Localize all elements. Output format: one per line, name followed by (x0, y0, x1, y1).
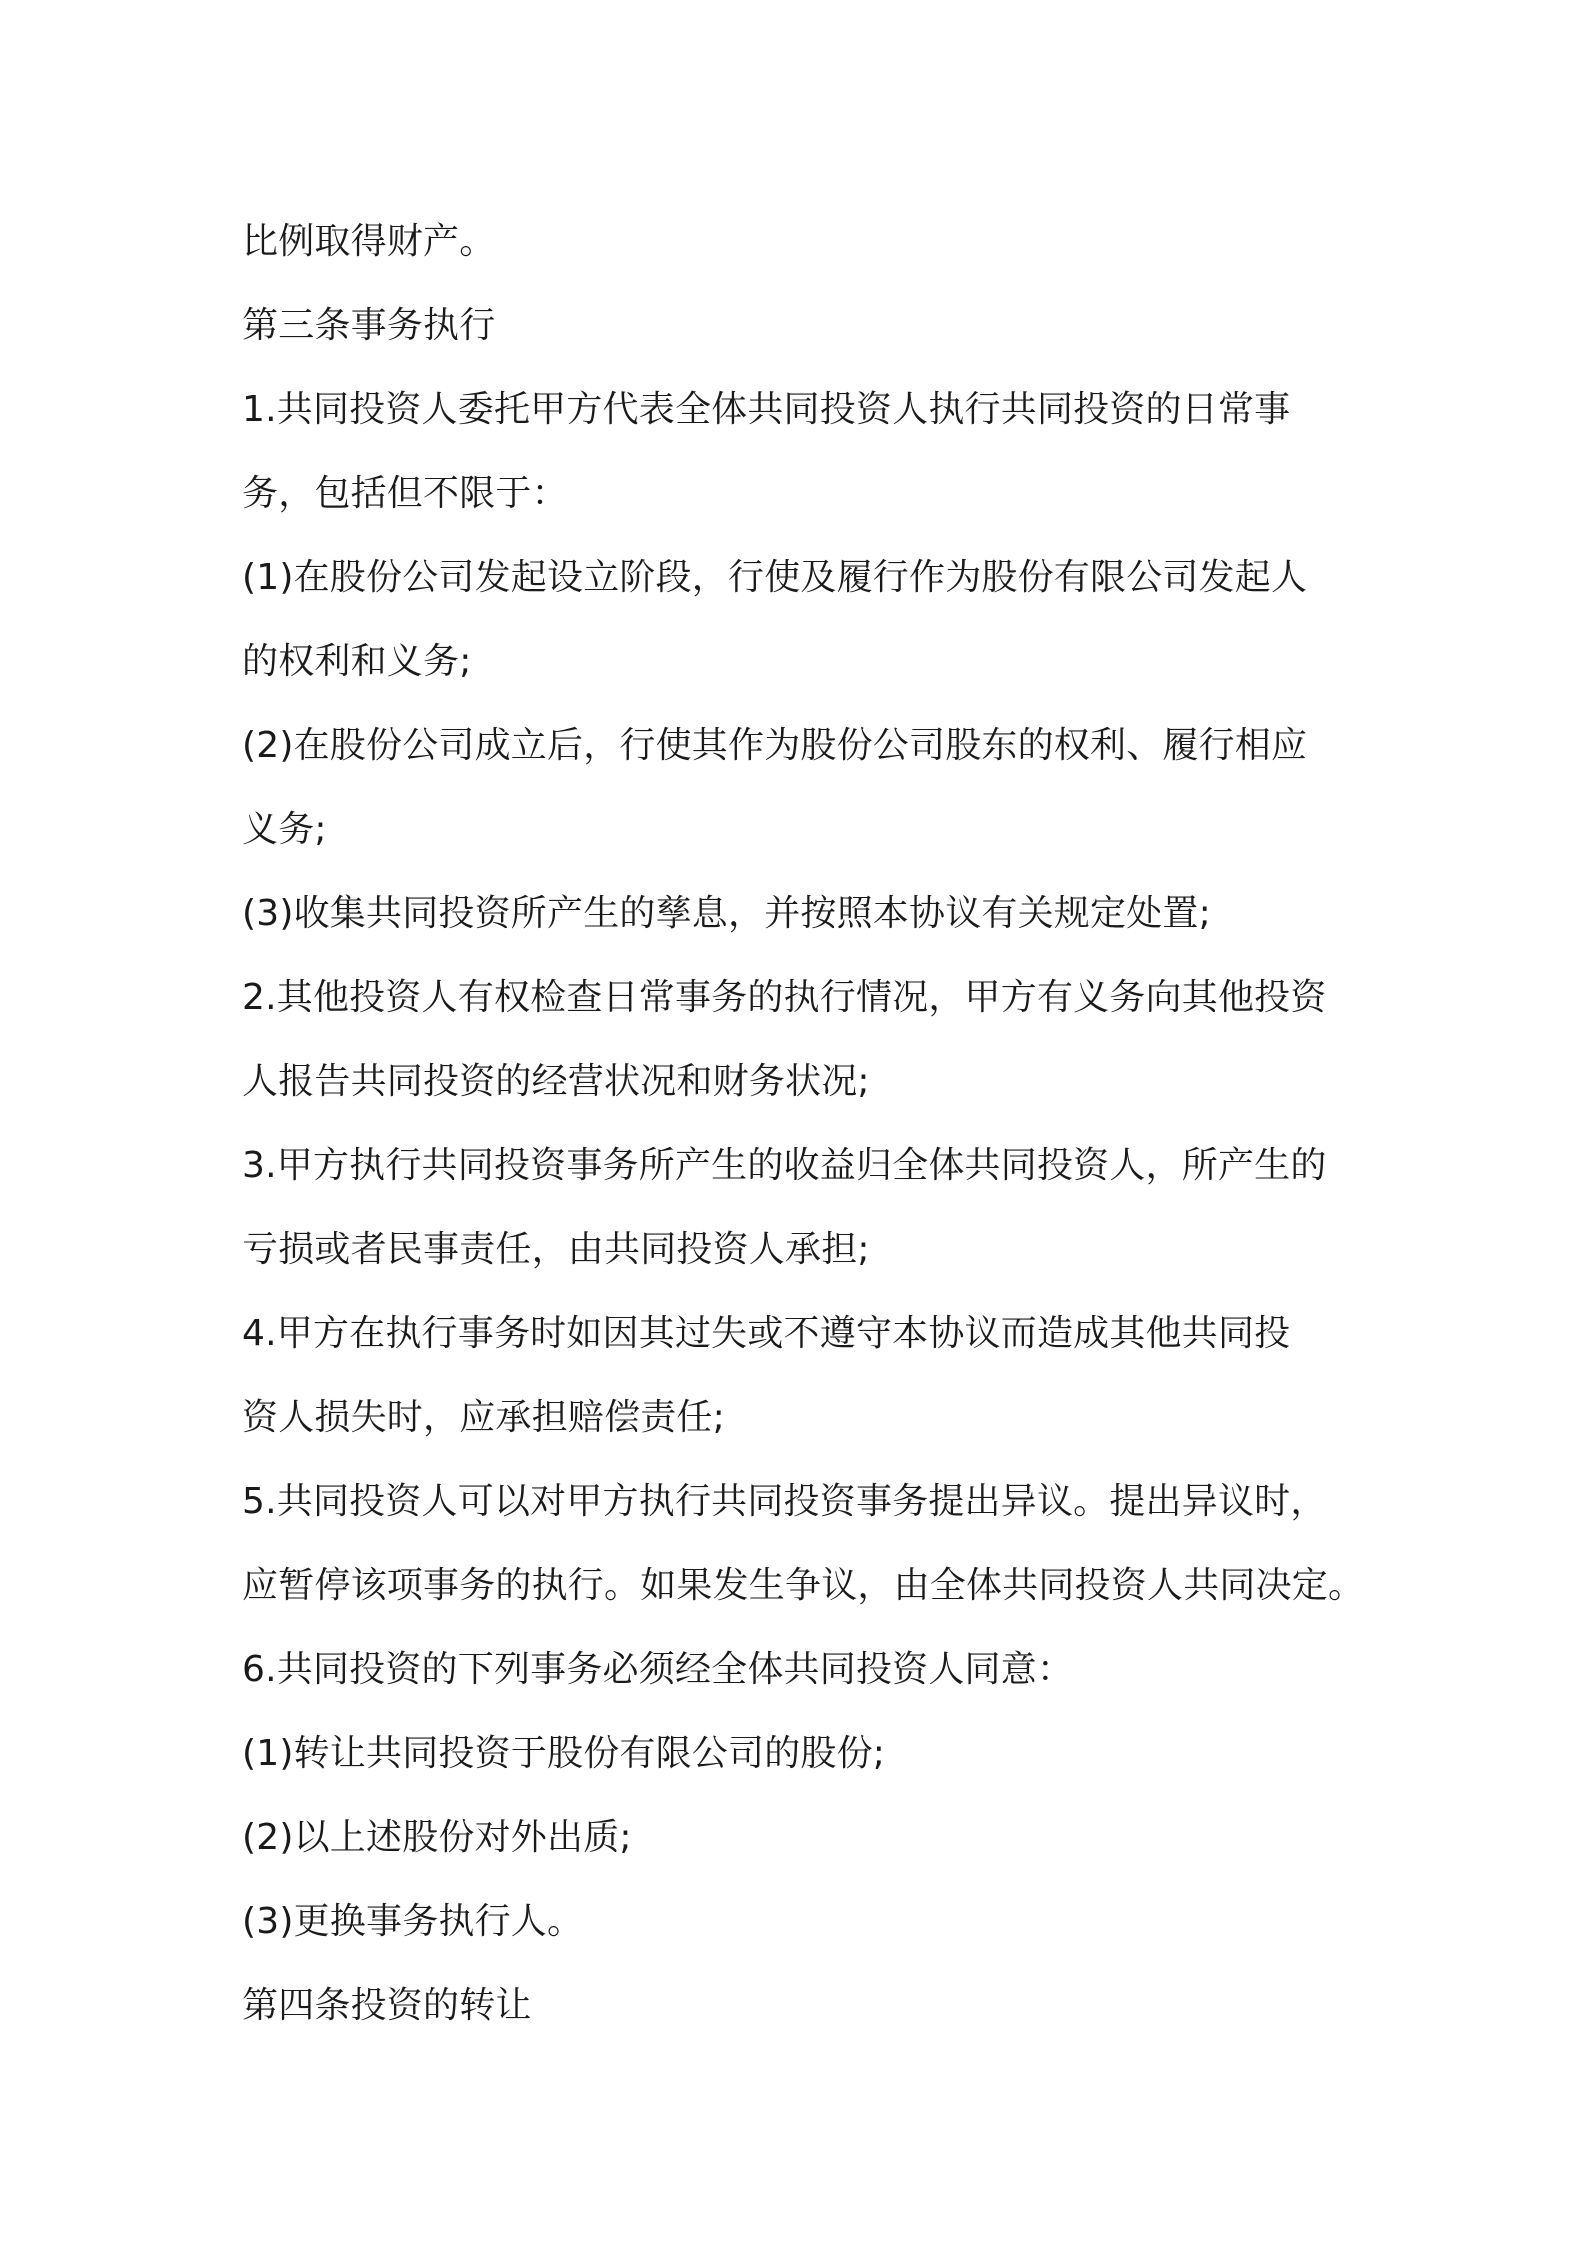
paragraph-line: 4.甲方在执行事务时如因其过失或不遵守本协议而造成其他共同投 (242, 1313, 1291, 1354)
paragraph-line: 2.其他投资人有权检查日常事务的执行情况，甲方有义务向其他投资 (242, 977, 1327, 1018)
document-body (242, 200, 1365, 2048)
paragraph-line: 义务; (242, 809, 327, 850)
paragraph-line: 的权利和义务; (242, 641, 472, 682)
paragraph-line: 务，包括但不限于： (242, 473, 568, 514)
paragraph-line: (3)收集共同投资所产生的孳息，并按照本协议有关规定处置; (242, 893, 1211, 934)
paragraph-line: (3)更换事务执行人。 (242, 1901, 584, 1942)
paragraph-line: (1)在股份公司发起设立阶段，行使及履行作为股份有限公司发起人 (242, 557, 1308, 598)
paragraph-line: 5.共同投资人可以对甲方执行共同投资事务提出异议。提出异议时， (242, 1481, 1327, 1522)
paragraph-line: (2)以上述股份对外出质; (242, 1817, 632, 1858)
paragraph-line: 资人损失时，应承担赔偿责任; (242, 1397, 725, 1438)
paragraph-line: 3.甲方执行共同投资事务所产生的收益归全体共同投资人，所产生的 (242, 1145, 1327, 1186)
paragraph-line: 6.共同投资的下列事务必须经全体共同投资人同意： (242, 1649, 1074, 1690)
section-heading-article-4: 第四条投资的转让 (242, 1985, 532, 2026)
paragraph-line: 比例取得财产。 (242, 221, 496, 262)
paragraph-line: 人报告共同投资的经营状况和财务状况; (242, 1061, 870, 1102)
section-heading-article-3: 第三条事务执行 (242, 305, 496, 346)
paragraph-line: (1)转让共同投资于股份有限公司的股份; (242, 1733, 886, 1774)
paragraph-line: 亏损或者民事责任，由共同投资人承担; (242, 1229, 870, 1270)
paragraph-line: (2)在股份公司成立后，行使其作为股份公司股东的权利、履行相应 (242, 725, 1308, 766)
paragraph-line: 1.共同投资人委托甲方代表全体共同投资人执行共同投资的日常事 (242, 389, 1291, 430)
paragraph-line: 应暂停该项事务的执行。如果发生争议，由全体共同投资人共同决定。 (242, 1565, 1365, 1606)
